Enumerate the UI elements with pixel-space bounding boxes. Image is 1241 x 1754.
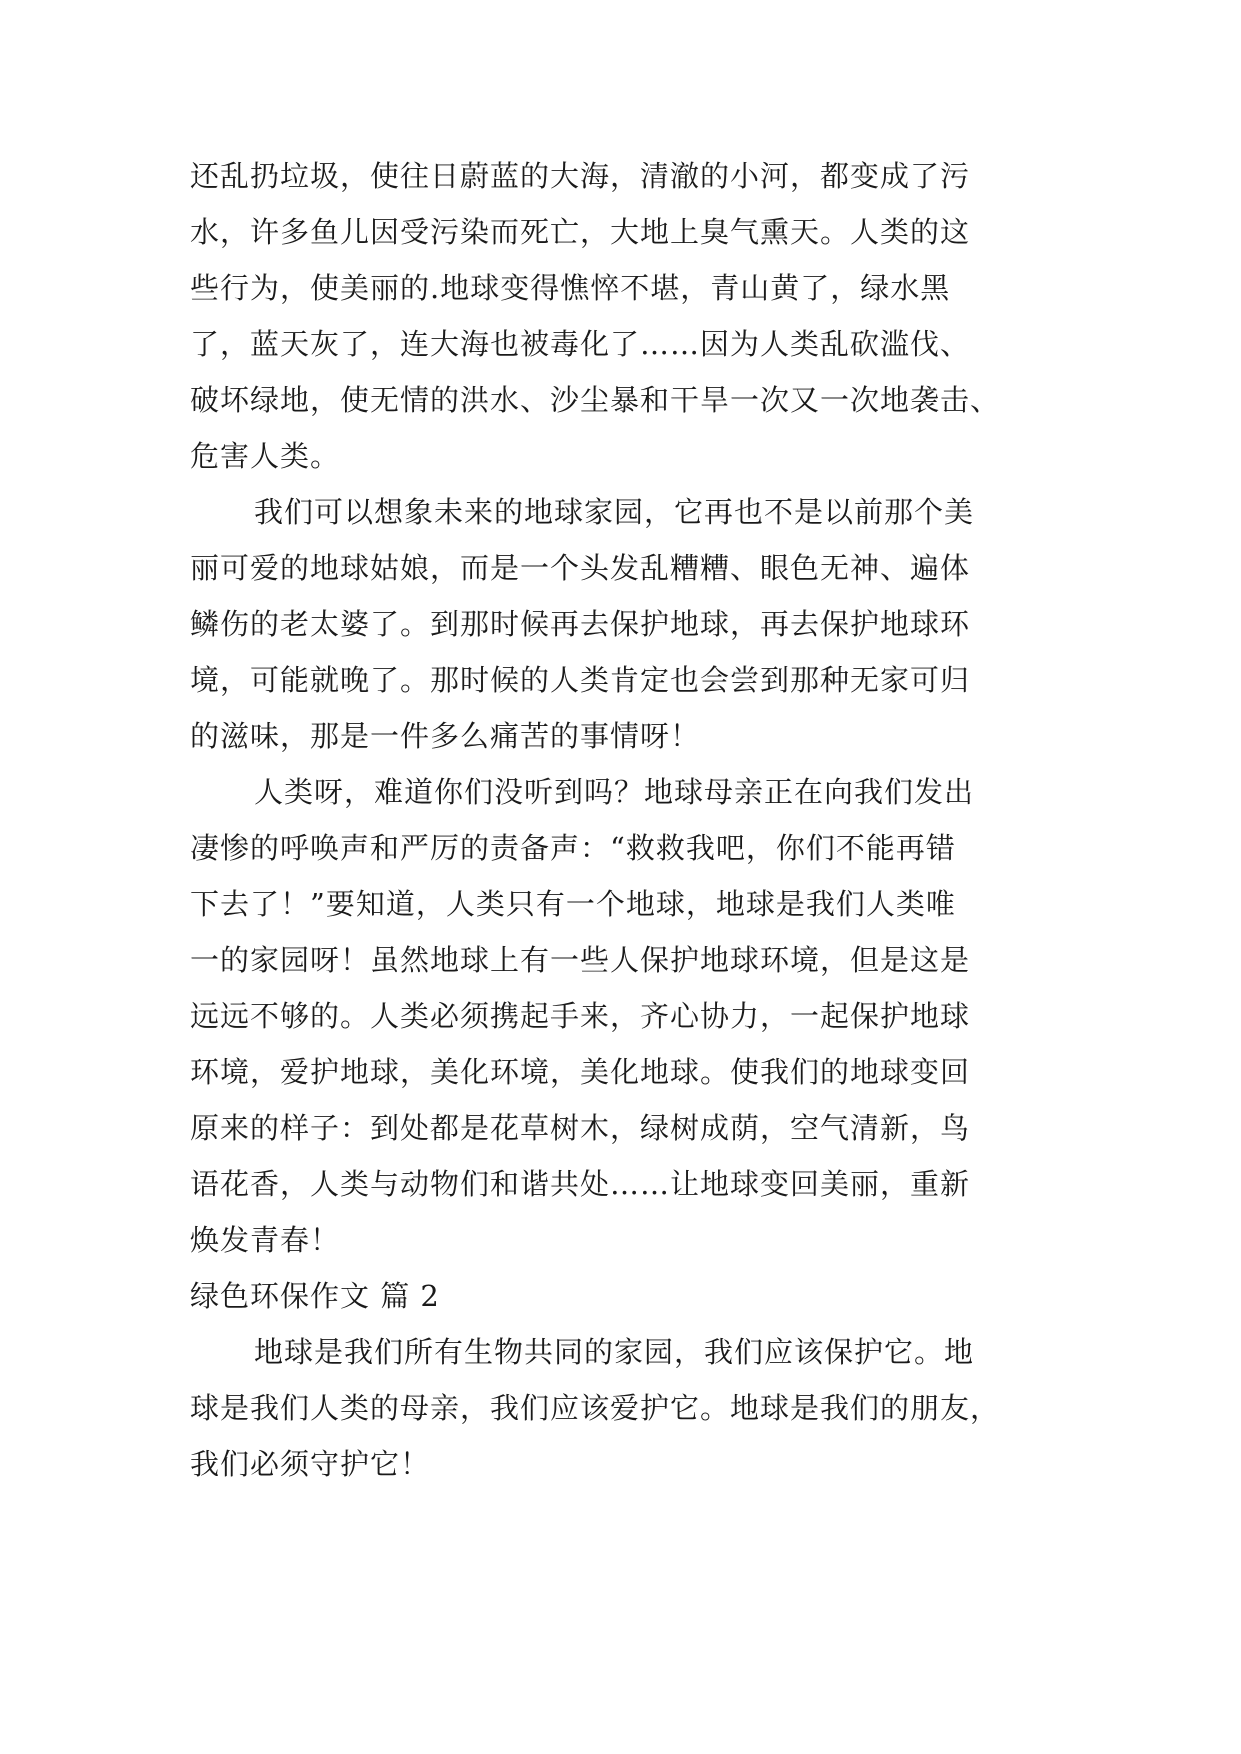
text-line: 下去了！”要知道，人类只有一个地球，地球是我们人类唯 xyxy=(190,887,956,921)
text-line: 一的家园呀！虽然地球上有一些人保护地球环境，但是这是 xyxy=(190,943,971,977)
text-line: 球是我们人类的母亲，我们应该爱护它。地球是我们的朋友， xyxy=(190,1391,1001,1425)
text-line: 远远不够的。人类必须携起手来，齐心协力，一起保护地球 xyxy=(190,999,971,1033)
text-line: 我们必须守护它！ xyxy=(190,1447,431,1481)
text-line: 原来的样子：到处都是花草树木，绿树成荫，空气清新，鸟 xyxy=(190,1111,971,1145)
text-line: 凄惨的呼唤声和严厉的责备声：“救救我吧，你们不能再错 xyxy=(190,831,956,865)
text-line: 鳞伤的老太婆了。到那时候再去保护地球，再去保护地球环 xyxy=(190,607,971,641)
section-heading: 绿色环保作文 篇 2 xyxy=(190,1279,440,1313)
text-line: 还乱扔垃圾，使往日蔚蓝的大海，清澈的小河，都变成了污 xyxy=(190,159,971,193)
text-line: 水，许多鱼儿因受污染而死亡，大地上臭气熏天。人类的这 xyxy=(190,215,971,249)
paragraph-start-line: 我们可以想象未来的地球家园，它再也不是以前那个美 xyxy=(254,495,975,529)
text-line: 焕发青春！ xyxy=(190,1223,341,1257)
text-line: 环境，爱护地球，美化环境，美化地球。使我们的地球变回 xyxy=(190,1055,971,1089)
text-line: 破坏绿地，使无情的洪水、沙尘暴和干旱一次又一次地袭击、 xyxy=(190,383,1001,417)
text-line: 丽可爱的地球姑娘，而是一个头发乱糟糟、眼色无神、遍体 xyxy=(190,551,971,585)
text-line: 的滋味，那是一件多么痛苦的事情呀！ xyxy=(190,719,701,753)
text-line: 危害人类。 xyxy=(190,439,341,473)
paragraph-start-line: 人类呀，难道你们没听到吗？地球母亲正在向我们发出 xyxy=(254,775,975,809)
paragraph-start-line: 地球是我们所有生物共同的家园，我们应该保护它。地 xyxy=(254,1335,975,1369)
text-line: 境，可能就晚了。那时候的人类肯定也会尝到那种无家可归 xyxy=(190,663,971,697)
text-line: 语花香，人类与动物们和谐共处……让地球变回美丽，重新 xyxy=(190,1167,971,1201)
text-line: 些行为，使美丽的.地球变得憔悴不堪，青山黄了，绿水黑 xyxy=(190,271,951,305)
text-line: 了，蓝天灰了，连大海也被毒化了……因为人类乱砍滥伐、 xyxy=(190,327,971,361)
